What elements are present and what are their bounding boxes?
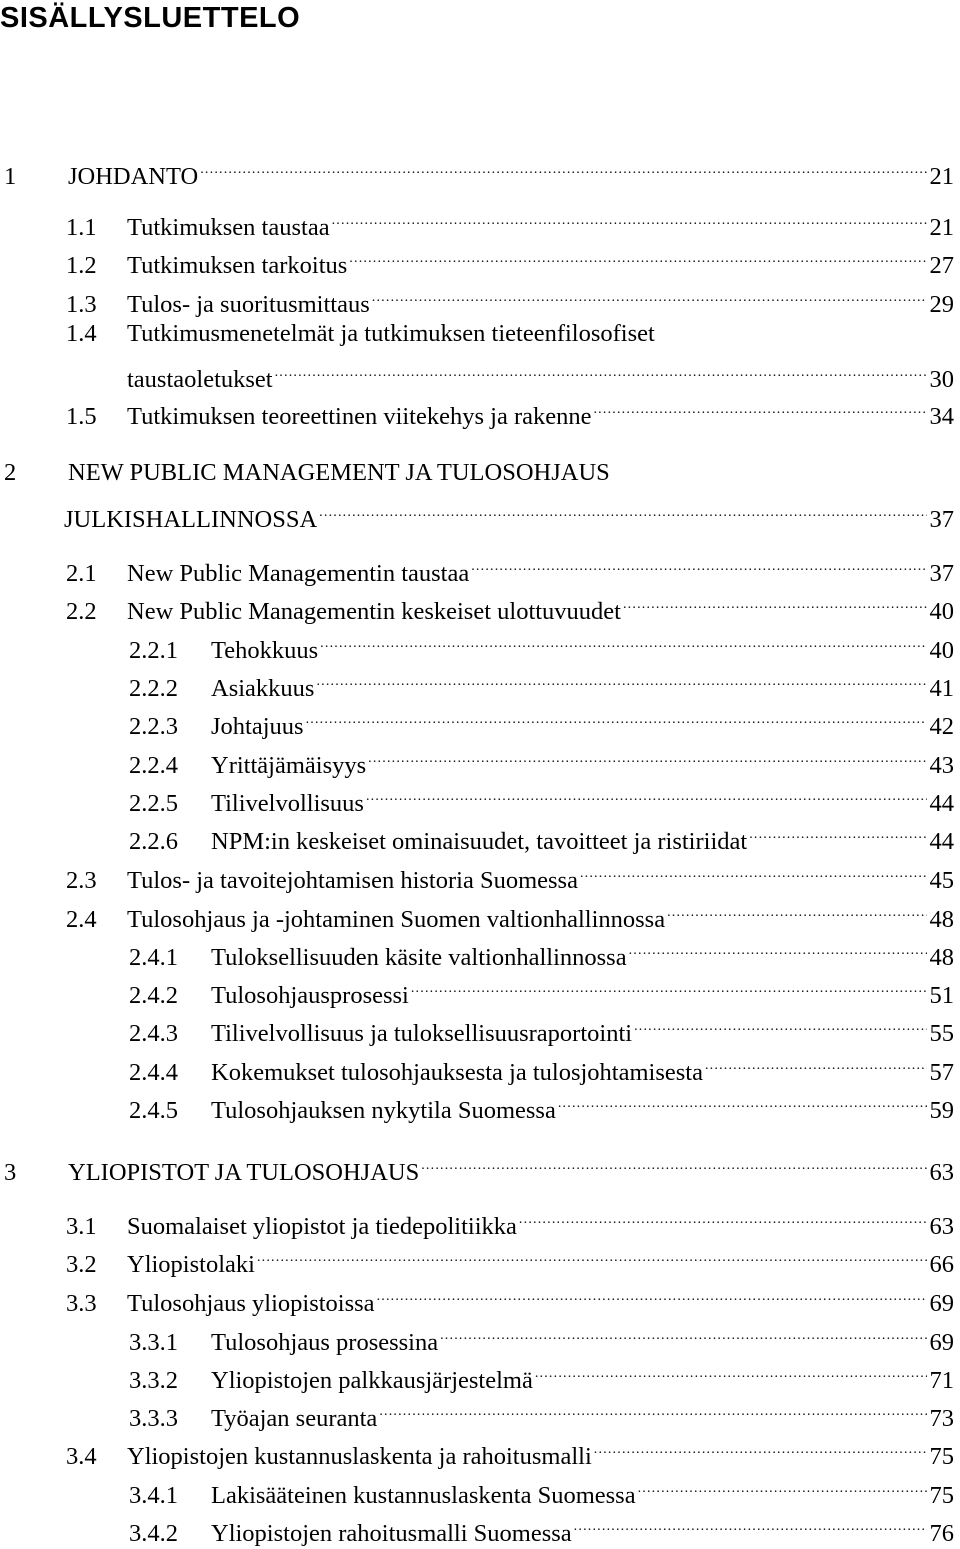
entry-number: 3.4.2 — [129, 1520, 178, 1547]
toc-entry[interactable] — [129, 1396, 954, 1432]
entry-number: 2.2.1 — [129, 637, 178, 664]
dot-leader — [372, 282, 927, 312]
entry-page-number: 44 — [929, 790, 954, 817]
dot-leader — [275, 357, 927, 387]
entry-number: 2.1 — [66, 560, 97, 587]
dot-leader — [316, 666, 926, 696]
entry-number: 3 — [4, 1159, 17, 1186]
toc-entry[interactable] — [66, 589, 954, 625]
entry-title: Tulosohjauksen nykytila Suomessa — [211, 1097, 556, 1124]
entry-page-number: 43 — [929, 752, 954, 779]
entry-number: 3.3.3 — [129, 1405, 178, 1432]
entry-title-continued: JULKISHALLINNOSSA — [64, 506, 318, 533]
toc-entry[interactable] — [66, 1204, 954, 1240]
toc-entry-continuation[interactable] — [64, 497, 954, 533]
entry-number: 2.4.4 — [129, 1059, 178, 1086]
dot-leader — [629, 935, 927, 965]
toc-entry[interactable] — [66, 1434, 954, 1470]
toc-entry[interactable] — [66, 394, 954, 430]
entry-title: New Public Managementin keskeiset ulottuvuudet — [127, 598, 621, 625]
dot-leader — [368, 743, 926, 773]
entry-title-continued: taustaoletukset — [127, 366, 273, 393]
toc-entry[interactable] — [129, 973, 954, 1009]
entry-title: Yliopistojen rahoitusmalli Suomessa — [211, 1520, 572, 1547]
dot-leader — [306, 704, 927, 734]
entry-number: 3.2 — [66, 1251, 97, 1278]
entry-title: New Public Managementin taustaa — [127, 560, 470, 587]
entry-title: Tehokkuus — [211, 637, 319, 664]
entry-number: 2.2.4 — [129, 752, 178, 779]
entry-page-number: 75 — [929, 1482, 954, 1509]
entry-title: Tutkimuksen taustaa — [127, 214, 330, 241]
toc-entry[interactable] — [66, 858, 954, 894]
entry-page-number: 55 — [929, 1020, 954, 1047]
entry-number: 3.3 — [66, 1290, 97, 1317]
entry-title: Tulosohjaus ja -johtaminen Suomen valtionhallinnossa — [127, 906, 666, 933]
entry-title: Tulosohjaus prosessina — [211, 1329, 439, 1356]
entry-title: Tulosohjausprosessi — [211, 982, 409, 1009]
toc-entry[interactable] — [129, 819, 954, 855]
entry-title: Suomalaiset yliopistot ja tiedepolitiikka — [127, 1213, 517, 1240]
dot-leader — [320, 628, 926, 658]
toc-entry[interactable] — [129, 1473, 954, 1509]
entry-page-number: 45 — [929, 867, 954, 894]
dot-leader — [519, 1204, 927, 1234]
entry-page-number: 37 — [929, 506, 954, 533]
toc-entry[interactable] — [129, 1511, 954, 1547]
toc-entry[interactable] — [129, 781, 954, 817]
entry-page-number: 40 — [929, 637, 954, 664]
dot-leader — [379, 1396, 926, 1426]
dot-leader — [558, 1088, 927, 1118]
dot-leader — [319, 497, 926, 527]
entry-title: Tutkimuksen tarkoitus — [127, 252, 348, 279]
toc-entry[interactable] — [4, 458, 610, 488]
entry-page-number: 21 — [929, 214, 954, 241]
entry-title: Tilivelvollisuus ja tuloksellisuusraportointi — [211, 1020, 633, 1047]
toc-entry[interactable] — [129, 1050, 954, 1086]
dot-leader — [623, 589, 927, 619]
toc-entry[interactable] — [66, 551, 954, 587]
dot-leader — [574, 1511, 927, 1541]
entry-number: 3.4.1 — [129, 1482, 178, 1509]
entry-title: Kokemukset tulosohjauksesta ja tulosjohtamisesta — [211, 1059, 703, 1086]
entry-number: 2 — [4, 459, 17, 486]
entry-title: Yliopistojen palkkausjärjestelmä — [211, 1367, 533, 1394]
toc-entry[interactable] — [129, 666, 954, 702]
toc-entry[interactable] — [129, 704, 954, 740]
dot-leader — [440, 1320, 926, 1350]
entry-title: JOHDANTO — [68, 163, 199, 190]
entry-page-number: 57 — [929, 1059, 954, 1086]
toc-entry[interactable] — [4, 154, 954, 190]
entry-title: Tutkimusmenetelmät ja tutkimuksen tieteenfilosofiset — [127, 320, 655, 347]
dot-leader — [634, 1011, 926, 1041]
dot-leader — [200, 154, 926, 184]
entry-number: 2.2 — [66, 598, 97, 625]
entry-number: 1.5 — [66, 403, 97, 430]
toc-entry[interactable] — [4, 1150, 954, 1186]
entry-number: 2.3 — [66, 867, 97, 894]
entry-number: 1.3 — [66, 291, 97, 318]
entry-title: YLIOPISTOT JA TULOSOHJAUS — [68, 1159, 420, 1186]
entry-number: 2.4 — [66, 906, 97, 933]
toc-entry[interactable] — [66, 319, 655, 349]
entry-page-number: 48 — [929, 944, 954, 971]
entry-page-number: 63 — [929, 1159, 954, 1186]
entry-page-number: 29 — [929, 291, 954, 318]
entry-title: Tilivelvollisuus — [211, 790, 364, 817]
toc-entry[interactable] — [129, 743, 954, 779]
dot-leader — [377, 1281, 927, 1311]
dot-leader — [411, 973, 927, 1003]
entry-number: 2.4.3 — [129, 1020, 178, 1047]
entry-title: NPM:in keskeiset ominaisuudet, tavoitteet ja ristiriidat — [211, 828, 748, 855]
toc-entry[interactable] — [66, 205, 954, 241]
entry-page-number: 27 — [929, 252, 954, 279]
entry-number: 2.4.2 — [129, 982, 178, 1009]
entry-page-number: 40 — [929, 598, 954, 625]
toc-entry[interactable] — [66, 243, 954, 279]
entry-page-number: 51 — [929, 982, 954, 1009]
dot-leader — [366, 781, 927, 811]
entry-number: 2.2.2 — [129, 675, 178, 702]
entry-number: 1.2 — [66, 252, 97, 279]
dot-leader — [705, 1050, 927, 1080]
entry-number: 3.3.1 — [129, 1329, 178, 1356]
entry-page-number: 37 — [929, 560, 954, 587]
dot-leader — [593, 394, 926, 424]
toc-entry[interactable] — [129, 935, 954, 971]
entry-title: Asiakkuus — [211, 675, 315, 702]
toc-entry[interactable] — [129, 1320, 954, 1356]
dot-leader — [580, 858, 927, 888]
entry-page-number: 44 — [929, 828, 954, 855]
entry-number: 1.4 — [66, 320, 97, 347]
entry-title: Tutkimuksen teoreettinen viitekehys ja rakenne — [127, 403, 592, 430]
entry-page-number: 63 — [929, 1213, 954, 1240]
entry-page-number: 34 — [929, 403, 954, 430]
entry-number: 3.1 — [66, 1213, 97, 1240]
entry-number: 2.4.1 — [129, 944, 178, 971]
toc-entry[interactable] — [66, 1242, 954, 1278]
entry-page-number: 66 — [929, 1251, 954, 1278]
entry-page-number: 76 — [929, 1520, 954, 1547]
entry-title: Tuloksellisuuden käsite valtionhallinnossa — [211, 944, 627, 971]
entry-title: Yrittäjämäisyys — [211, 752, 367, 779]
toc-entry[interactable] — [66, 1281, 954, 1317]
toc-title: SISÄLLYSLUETTELO — [0, 2, 301, 34]
entry-page-number: 69 — [929, 1329, 954, 1356]
entry-number: 2.4.5 — [129, 1097, 178, 1124]
toc-entry[interactable] — [66, 897, 954, 933]
entry-title: Yliopistojen kustannuslaskenta ja rahoitusmalli — [127, 1443, 592, 1470]
entry-number: 1 — [4, 163, 17, 190]
entry-page-number: 42 — [929, 713, 954, 740]
entry-page-number: 71 — [929, 1367, 954, 1394]
entry-page-number: 21 — [929, 163, 954, 190]
entry-page-number: 59 — [929, 1097, 954, 1124]
dot-leader — [667, 897, 926, 927]
entry-title: Tulosohjaus yliopistoissa — [127, 1290, 375, 1317]
entry-page-number: 73 — [929, 1405, 954, 1432]
dot-leader — [471, 551, 926, 581]
entry-number: 1.1 — [66, 214, 97, 241]
dot-leader — [421, 1150, 926, 1180]
toc-entry-continuation[interactable] — [127, 357, 954, 393]
entry-title: Johtajuus — [211, 713, 304, 740]
entry-title: Yliopistolaki — [127, 1251, 255, 1278]
toc-entry[interactable] — [129, 1088, 954, 1124]
entry-number: 3.4 — [66, 1443, 97, 1470]
entry-title: Lakisääteinen kustannuslaskenta Suomessa — [211, 1482, 636, 1509]
entry-number: 3.3.2 — [129, 1367, 178, 1394]
entry-title: NEW PUBLIC MANAGEMENT JA TULOSOHJAUS — [68, 459, 610, 486]
dot-leader — [349, 243, 926, 273]
dot-leader — [638, 1473, 927, 1503]
entry-page-number: 69 — [929, 1290, 954, 1317]
entry-page-number: 41 — [929, 675, 954, 702]
entry-page-number: 30 — [929, 366, 954, 393]
dot-leader — [535, 1358, 927, 1388]
toc-entry[interactable] — [129, 1011, 954, 1047]
entry-page-number: 48 — [929, 906, 954, 933]
entry-number: 2.2.5 — [129, 790, 178, 817]
dot-leader — [257, 1242, 927, 1272]
entry-number: 2.2.6 — [129, 828, 178, 855]
entry-title: Tulos- ja suoritusmittaus — [127, 291, 370, 318]
dot-leader — [594, 1434, 927, 1464]
entry-page-number: 75 — [929, 1443, 954, 1470]
dot-leader — [749, 819, 926, 849]
toc-entry[interactable] — [129, 628, 954, 664]
toc-entry[interactable] — [129, 1358, 954, 1394]
entry-number: 2.2.3 — [129, 713, 178, 740]
toc-entry[interactable] — [66, 282, 954, 318]
entry-title: Tulos- ja tavoitejohtamisen historia Suomessa — [127, 867, 578, 894]
dot-leader — [332, 205, 927, 235]
entry-title: Työajan seuranta — [211, 1405, 378, 1432]
